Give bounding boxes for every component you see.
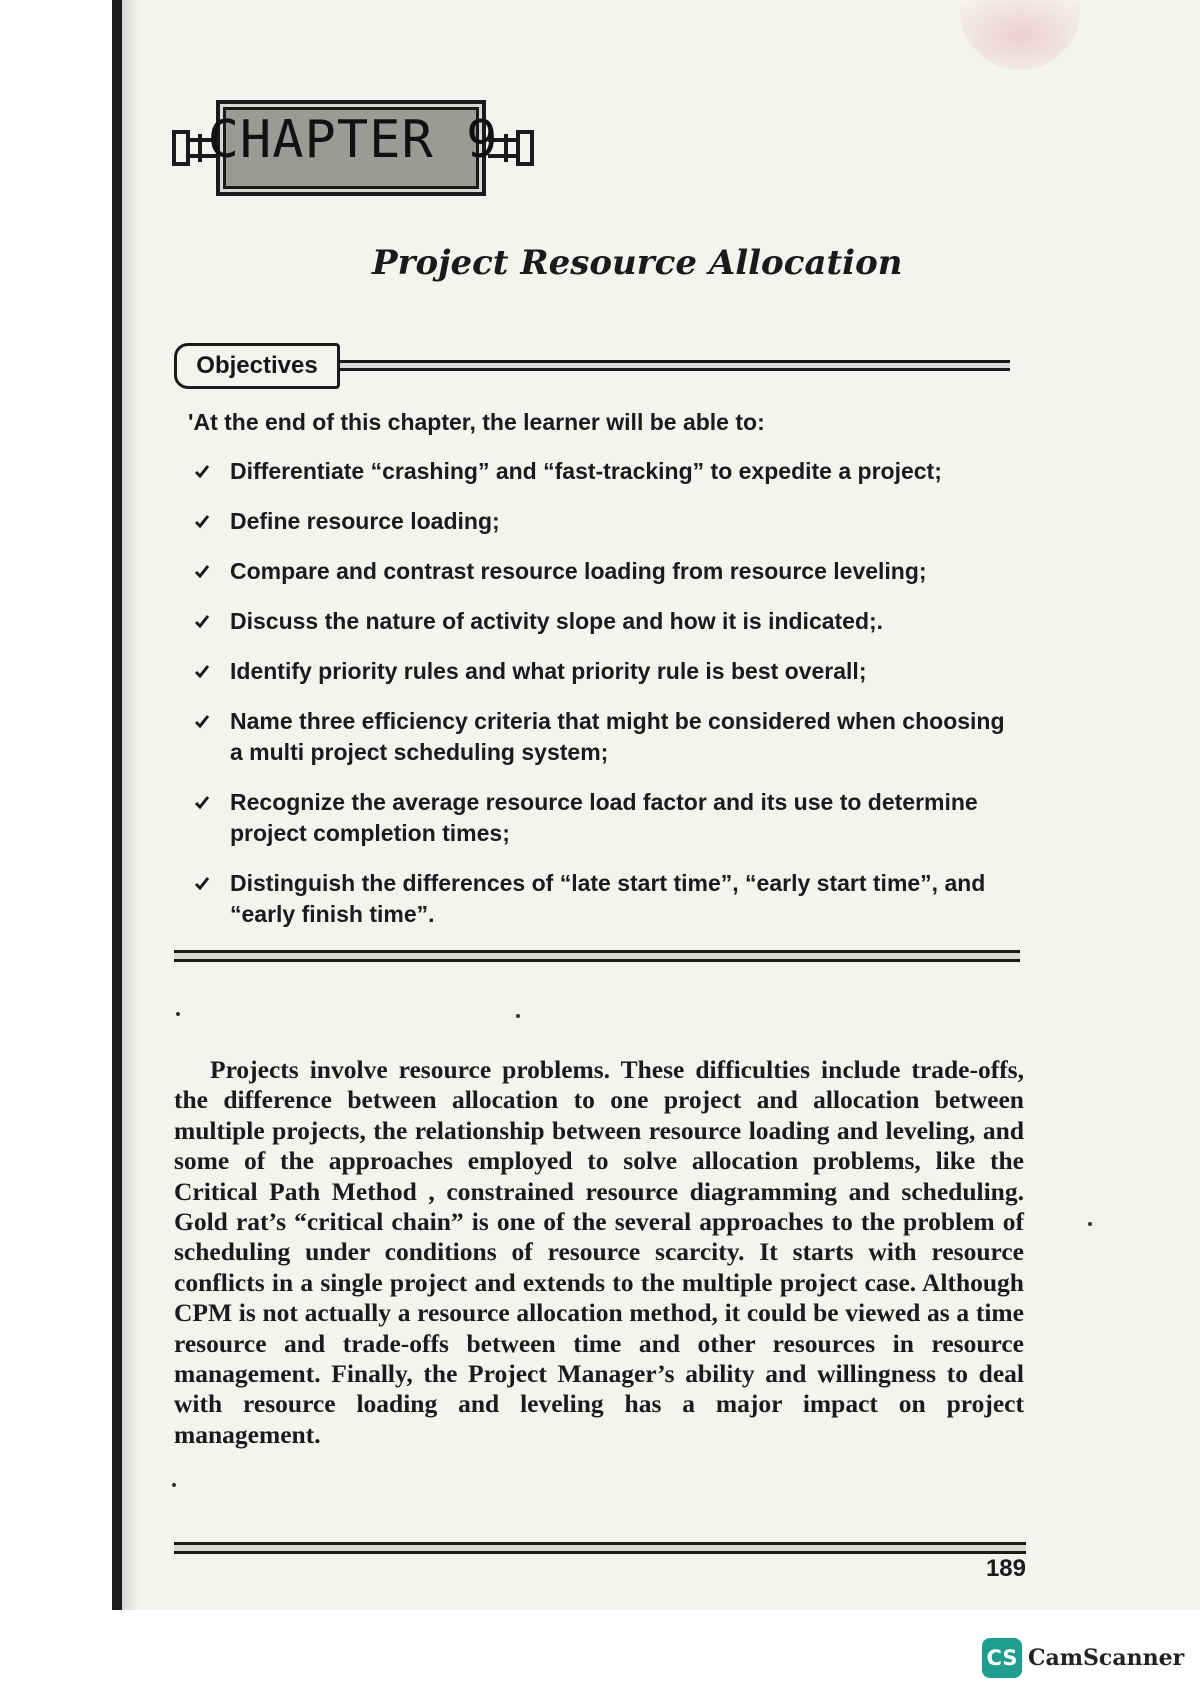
page-number: 189 xyxy=(985,1555,1026,1582)
objectives-intro: 'At the end of this chapter, the learner will be able to: xyxy=(188,409,765,435)
scan-speck xyxy=(172,1483,176,1487)
list-item xyxy=(190,606,1020,637)
objectives-rule xyxy=(336,360,1010,371)
objective-text: Discuss the nature of activity slope and how it is indicated;. xyxy=(230,608,884,634)
checkmark-icon xyxy=(194,713,210,729)
footer-rule xyxy=(174,1542,1026,1554)
objective-text: Differentiate “crashing” and “fast-tracking” to expedite a project; xyxy=(230,458,942,484)
intro-paragraph: Projects involve resource problems. These difficulties include trade-offs, the difference between allocation to one project and allocation between multiple projects, the relationship between resource loading and leveling, and some of the approaches employed to solve allocation problems, like the Critical Path Method , constrained resource diagramming and scheduling. Gold rat’s “critical chain” is one of the several approaches to the problem of scheduling under conditions of resource scarcity. It starts with resource conflicts in a single project and extends to the multiple project case. Although CPM is not actually a resource allocation method, it could be viewed as a time resource and trade-offs between time and other resources in resource management. Finally, the Project Manager’s ability and willingness to deal with resource loading and leveling has a major impact on project management. xyxy=(174,1055,1024,1449)
list-item xyxy=(190,656,1020,687)
list-item xyxy=(190,456,1020,487)
page-binding-shadow xyxy=(122,0,140,1610)
right-ornament-icon xyxy=(488,128,534,168)
chapter-banner xyxy=(172,100,534,196)
objective-text: Define resource loading; xyxy=(230,508,500,534)
checkmark-icon xyxy=(194,875,210,891)
scan-speck xyxy=(516,1014,520,1018)
page-binding-edge xyxy=(112,0,122,1610)
chapter-label: CHAPTER 9 xyxy=(207,110,499,170)
list-item xyxy=(190,556,1020,587)
scan-speck xyxy=(176,1012,180,1016)
list-item xyxy=(190,506,1020,537)
checkmark-icon xyxy=(194,794,210,810)
list-item xyxy=(190,706,1020,768)
checkmark-icon xyxy=(194,613,210,629)
objective-text: Name three efficiency criteria that might be considered when choosing a multi project scheduling system; xyxy=(230,708,1005,765)
objective-text: Compare and contrast resource loading from resource leveling; xyxy=(230,558,927,584)
checkmark-icon xyxy=(194,663,210,679)
objectives-bottom-rule xyxy=(174,950,1020,962)
objective-text: Distinguish the differences of “late start time”, “early start time”, and “early finish time”. xyxy=(230,870,986,927)
checkmark-icon xyxy=(194,563,210,579)
objective-text: Identify priority rules and what priority rule is best overall; xyxy=(230,658,867,684)
checkmark-icon xyxy=(194,513,210,529)
camscanner-label: CamScanner xyxy=(1028,1645,1185,1671)
checkmark-icon xyxy=(194,463,210,479)
objectives-list xyxy=(190,456,1020,949)
list-item xyxy=(190,787,1020,849)
camscanner-logo-icon: CS xyxy=(982,1638,1022,1678)
list-item xyxy=(190,868,1020,930)
objectives-heading: Objectives xyxy=(174,343,340,389)
camscanner-watermark xyxy=(982,1638,1184,1678)
scan-speck xyxy=(1088,1222,1092,1226)
objective-text: Recognize the average resource load factor and its use to determine project completion times; xyxy=(230,789,978,846)
chapter-title: Project Resource Allocation xyxy=(372,243,903,283)
